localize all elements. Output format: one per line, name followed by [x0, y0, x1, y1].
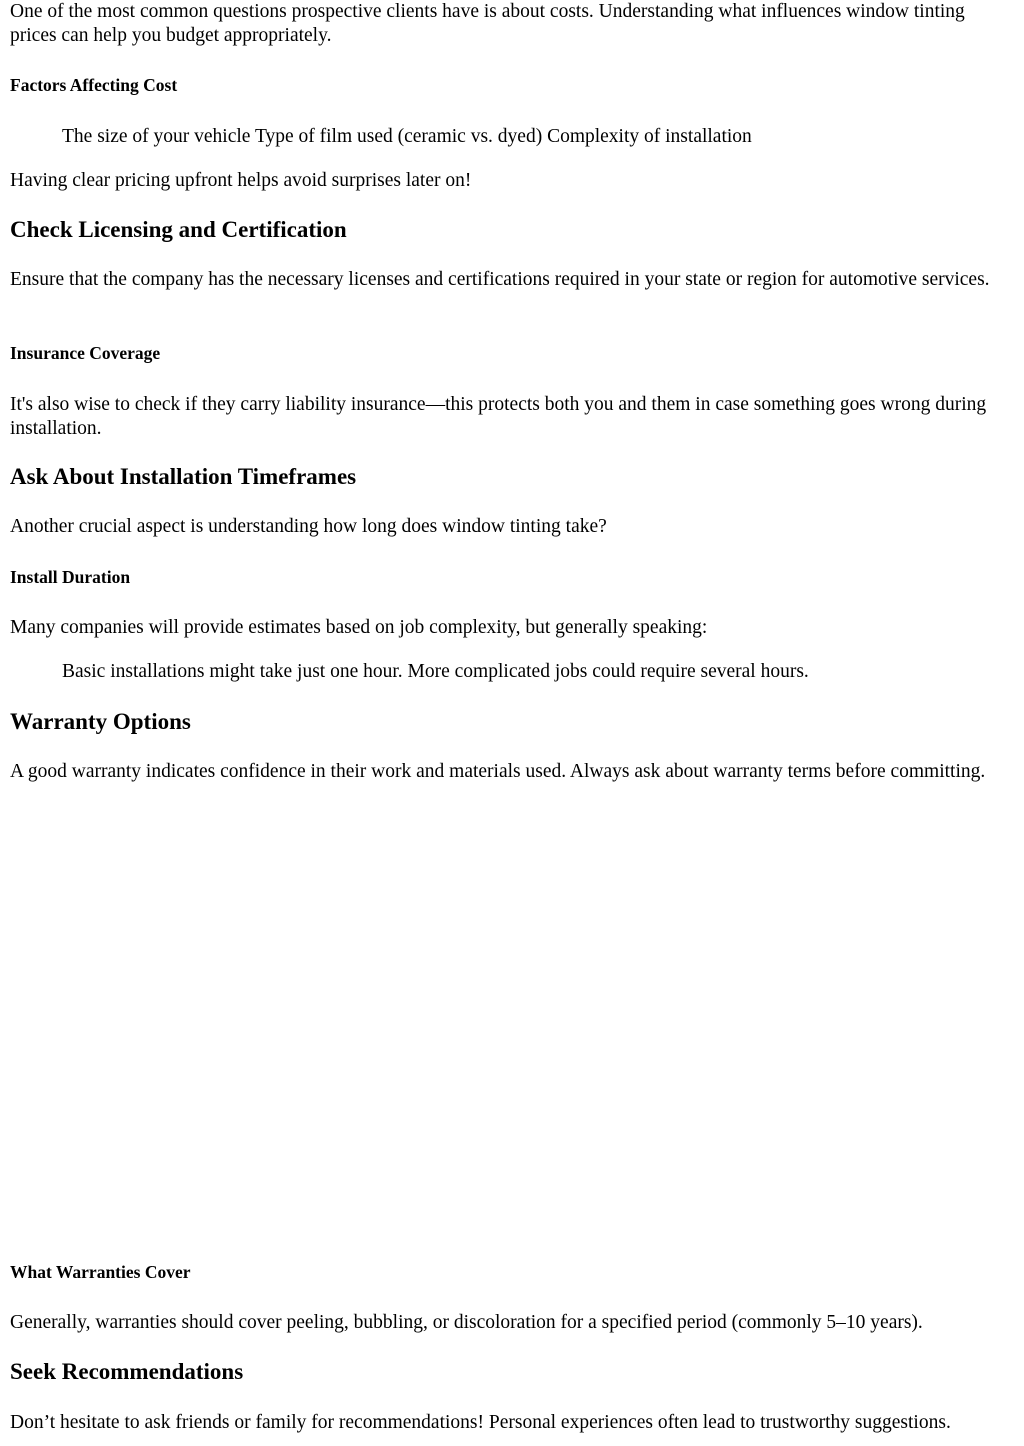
factors-affecting-cost-heading: Factors Affecting Cost	[10, 75, 178, 95]
intro-paragraph: One of the most common questions prospective clients have is about costs. Understanding what influences window tinting prices can help you budget appropriately.	[10, 1, 965, 46]
install-duration-heading: Install Duration	[10, 567, 131, 587]
insurance-paragraph: It's also wise to check if they carry liability insurance—this protects both you and them in case something goes wrong during installation.	[10, 394, 987, 439]
recommendations-heading: Seek Recommendations	[10, 1359, 244, 1384]
factors-list: The size of your vehicle Type of film used (ceramic vs. dyed) Complexity of installation	[62, 126, 752, 147]
warranty-cover-paragraph: Generally, warranties should cover peeling, bubbling, or discoloration for a specified period (commonly 5–10 years).	[10, 1312, 923, 1333]
warranty-heading: Warranty Options	[10, 709, 191, 734]
licensing-paragraph: Ensure that the company has the necessary licenses and certifications required in your state or region for automotive services.	[10, 269, 990, 290]
insurance-heading: Insurance Coverage	[10, 343, 161, 363]
pricing-note: Having clear pricing upfront helps avoid surprises later on!	[10, 170, 472, 191]
duration-paragraph: Many companies will provide estimates based on job complexity, but generally speaking:	[10, 617, 708, 638]
warranty-cover-heading: What Warranties Cover	[10, 1262, 191, 1282]
duration-list: Basic installations might take just one hour. More complicated jobs could require several hours.	[62, 661, 809, 682]
warranty-paragraph: A good warranty indicates confidence in their work and materials used. Always ask about warranty terms before committing.	[10, 761, 986, 782]
timeframes-paragraph: Another crucial aspect is understanding how long does window tinting take?	[10, 516, 607, 537]
timeframes-heading: Ask About Installation Timeframes	[10, 464, 357, 489]
recommendations-paragraph: Don’t hesitate to ask friends or family for recommendations! Personal experiences often lead to trustworthy suggestions.	[10, 1412, 951, 1433]
licensing-heading: Check Licensing and Certification	[10, 217, 347, 242]
